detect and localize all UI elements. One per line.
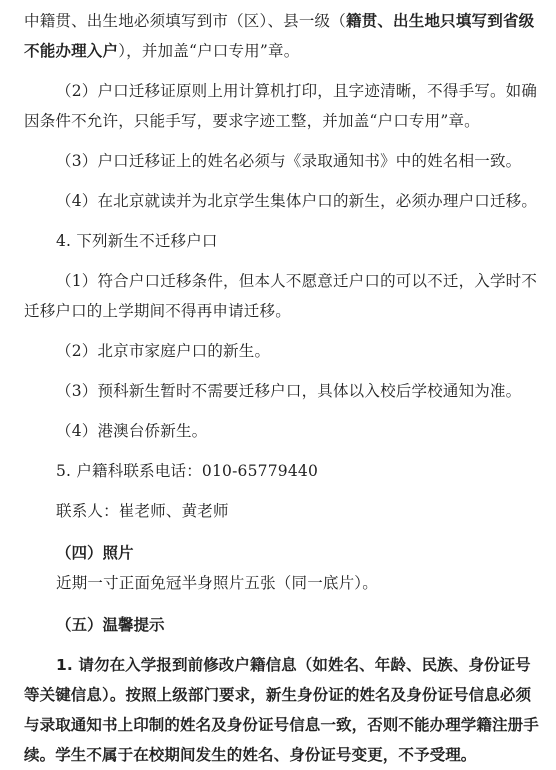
birthplace-text-start: 中籍贯、出生地必须填写到市（区）、县一级（ [24, 12, 346, 30]
paragraph-print-requirement: （2）户口迁移证原则上用计算机打印，且字迹清晰，不得手写。如确因条件不允许，只能手写，要求字迹工整，并加盖“户口专用”章。 [24, 82, 538, 130]
photo-text: 近期一寸正面免冠半身照片五张（同一底片）。 [56, 574, 378, 592]
section-4-title: 4. 下列新生不迁移户口 [56, 232, 218, 250]
section-4-item-1: （1）符合户口迁移条件，但本人不愿意迁户口的可以不迁，入学时不迁移户口的上学期间不得再申请迁移。 [24, 272, 538, 320]
tips-heading: （五）温馨提示 [56, 616, 165, 634]
birthplace-bold-warning: 籍贯、出生地只填写到省级不能办理入户 [24, 12, 535, 60]
paragraph-birthplace-requirement [24, 6, 546, 66]
section-4-item-2: （2）北京市家庭户口的新生。 [56, 342, 271, 360]
tips-notice: 1. 请勿在入学报到前修改户籍信息（如姓名、年龄、民族、身份证号等关键信息）。按照上级部门要求，新生身份证的姓名及身份证号信息必须与录取通知书上印制的姓名及身份证号信息一致，否则不能办理学籍注册手续。学生不属于在校期间发生的姓名、身份证号变更，不予受理。 [24, 656, 539, 764]
birthplace-text-end: ），并加盖“户口专用”章。 [118, 42, 300, 60]
document-page [0, 6, 556, 764]
section-4-item-3: （3）预科新生暂时不需要迁移户口，具体以入校后学校通知为准。 [56, 382, 522, 400]
paragraph-beijing-collective: （4）在北京就读并为北京学生集体户口的新生，必须办理户口迁移。 [56, 192, 538, 210]
contact-persons: 联系人：崔老师、黄老师 [56, 502, 229, 520]
photo-heading: （四）照片 [56, 544, 134, 562]
contact-phone: 5. 户籍科联系电话：010-65779440 [56, 462, 319, 480]
section-4-item-4: （4）港澳台侨新生。 [56, 422, 208, 440]
paragraph-name-match: （3）户口迁移证上的姓名必须与《录取通知书》中的姓名相一致。 [56, 152, 522, 170]
